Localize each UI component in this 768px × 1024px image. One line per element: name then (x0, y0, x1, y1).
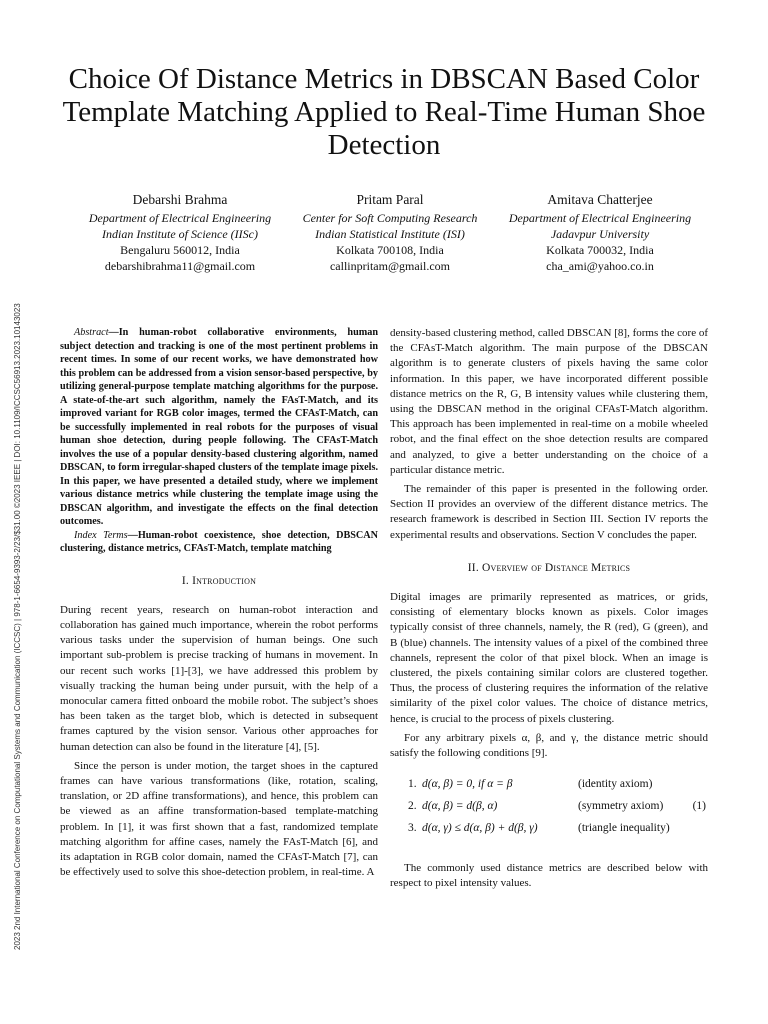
metrics-paragraph-2: For any arbitrary pixels α, β, and γ, the distance metric should satisfy the following conditions [9]. (390, 731, 708, 760)
author-city: Kolkata 700032, India (546, 243, 654, 257)
equation-expression: d(α, γ) ≤ d(α, β) + d(β, γ) (422, 822, 538, 835)
equation-number: 3. (408, 822, 417, 835)
author-inst: Indian Institute of Science (IISc) (102, 227, 258, 241)
equation-number: 2. (408, 800, 417, 813)
equation-expression: d(α, β) = 0, if α = β (422, 778, 513, 791)
intro-paragraph-4: The remainder of this paper is presented in the following order. Section II provides an overview of the different distance metrics. The research framework is described in Section III. Section IV reports the experimental results and observations. Section V concludes the paper. (390, 483, 708, 541)
author-1 (70, 190, 290, 274)
abstract-label: Abstract (74, 327, 109, 338)
author-name: Amitava Chatterjee (547, 192, 653, 207)
doi-side-strip: 2023 2nd International Conference on Computational Systems and Communication (ICCSC) | 978-1-6654-9393-2/23/$31.00 ©2023 IEEE | DOI: 10.1109/ICCSC56913.2023.10143023 (13, 303, 22, 950)
equation-note: (symmetry axiom) (578, 800, 664, 813)
author-dept: Center for Soft Computing Research (302, 211, 478, 225)
author-3 (490, 190, 710, 274)
author-city: Bengaluru 560012, India (120, 243, 240, 257)
author-email[interactable]: callinpritam@gmail.com (329, 259, 451, 273)
abstract-text: —In human-robot collaborative environments, human subject detection and tracking is one of the most pertinent problems in recent times. In some of our recent works, we have demonstrated how this problem can be addressed from a vision sensor-based perspective, by utilizing general-purpose template matching algorithms for the purpose. A state-of-the-art such algorithm, namely the FAsT-Match, and its improved variant for RGB color images, termed the CFAsT-Match, can be successfully implemented in real robots for the purposes of visual human shoe detection, during people following. The CFAsT-Match involves the use of a popular density-based clustering algorithm, named DBSCAN, to form irregular-shaped clusters of the template image pixels. In this paper, we have presented a detailed study, where we implement various distance metrics while clustering the template image using the DBSCAN algorithm, and investigate the effects on the final detection outcomes. (60, 327, 378, 527)
intro-paragraph-3: density-based clustering method, called DBSCAN [8], forms the core of the CFAsT-Match algorithm. The main purpose of the DBSCAN algorithm is to generate clusters of pixels having the same color information. In this paper, we have incorporated different possible distance metrics on the R, G, B intensity values while clustering them, using the DBSCAN method in the original CFAsT-Match algorithm. This approach has been implemented in real-time on a mobile wheeled robot, and the final effect on the shoe detection results are compared and analyzed, to give a better understanding on the choice of a particular distance metric. (390, 327, 709, 476)
abstract (60, 326, 378, 529)
index-terms-text: —Human-robot coexistence, shoe detection, DBSCAN clustering, distance metrics, CFAsT-Match, template matching (60, 529, 378, 554)
intro-paragraph-2: Since the person is under motion, the target shoes in the captured frames can have various transformations (like, rotation, scaling, translation, or 2D affine transformations), and hence, this problem can be viewed as an affine transformation-based template-matching problem. In [1], it was first shown that a fast, randomized template matching algorithm for affine cases, namely the FAsT-Match [6], and its adaptation in RGB color domain, named the CFAsT-Match [7], can be effectively used to solve this shoe-detection problem, in real-time. A (60, 759, 378, 879)
left-column (60, 326, 378, 880)
author-2 (280, 190, 500, 274)
author-block (70, 190, 710, 280)
author-inst: Indian Statistical Institute (ISI) (315, 227, 465, 241)
equation-number: 1. (408, 778, 417, 791)
index-terms (60, 529, 378, 556)
paper-title: Choice Of Distance Metrics in DBSCAN Based Color Template Matching Applied to Real-Time Human Shoe Detection (62, 63, 706, 161)
equation-label: (1) (692, 800, 706, 813)
author-email[interactable]: debarshibrahma11@gmail.com (104, 259, 256, 273)
author-email[interactable]: cha_ami@yahoo.co.in (546, 259, 654, 273)
author-inst: Jadavpur University (550, 227, 650, 241)
author-city: Kolkata 700108, India (336, 243, 444, 257)
section-heading-distance-metrics: II. Overview of Distance Metrics (467, 561, 631, 574)
author-dept: Department of Electrical Engineering (88, 211, 272, 225)
author-name: Pritam Paral (356, 192, 424, 207)
right-column (390, 326, 708, 892)
equation-block (390, 775, 708, 847)
author-name: Debarshi Brahma (132, 192, 228, 207)
equation-note: (triangle inequality) (578, 822, 670, 835)
equation-note: (identity axiom) (578, 778, 653, 791)
equation-expression: d(α, β) = d(β, α) (422, 800, 498, 813)
metrics-paragraph-3: The commonly used distance metrics are described below with respect to pixel intensity values. (390, 862, 708, 890)
section-heading-introduction: I. Introduction (181, 574, 257, 587)
intro-paragraph-1: During recent years, research on human-robot interaction and collaboration has gained much importance, wherein the robot performs various tasks under the supervision of human beings. One such important sub-problem is precise tracking of humans in movement. In our recent such works [1]-[3], we have addressed this problem by visually tracking the human being under pursuit, with the help of a monocular camera fitted onboard the mobile robot. The subject’s shoes has been taken as the target blob, which is detected in subsequent frames captured by the vision sensor. Various other approaches for human detection can also be found in the literature [4], [5]. (60, 603, 378, 753)
author-dept: Department of Electrical Engineering (508, 211, 692, 225)
metrics-paragraph-1: Digital images are primarily represented as matrices, or grids, consisting of elementary blocks known as pixels. Color images typically consist of three channels, namely, the R (red), G (green), and B (blue) channels. The intensity values of a pixel of the combined three channels, represent the color of that pixel block. When an image is clustered, the pixels containing similar colors are clustered together. Thus, the process of clustering requires the information of the relative similarity of the pixel color values. The choice of distance metrics, hence, is crucial to the process of pixels clustering. (390, 591, 708, 725)
index-terms-label: Index Terms (74, 529, 128, 541)
